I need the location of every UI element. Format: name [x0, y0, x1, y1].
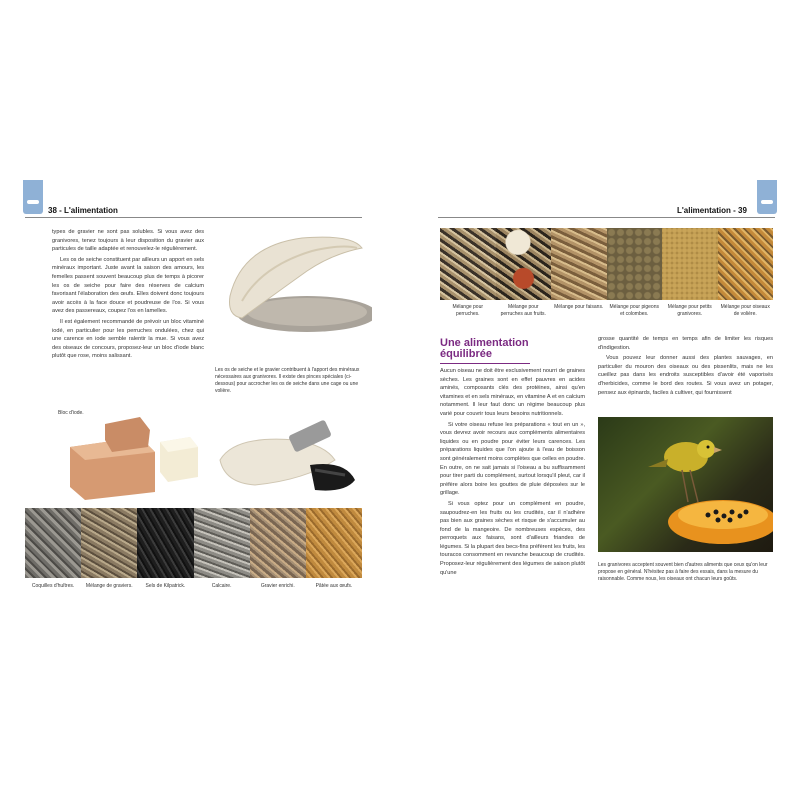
- cuttlebone-caption: Les os de seiche et le gravier contribuent à l'apport des minéraux nécessaires aux granivores. Il existe des pinces spéciales (ci-dessous) pour accrocher les os de seiche dans une cage ou une volière.: [215, 367, 360, 394]
- right-paragraph: grosse quantité de temps en temps afin de limiter les risques d'indigestion.: [598, 336, 773, 351]
- mineral-samples-row: [25, 508, 362, 578]
- bird-papaya-illustration: [598, 417, 773, 552]
- mineral-label: Coquilles d'huîtres.: [31, 583, 75, 589]
- pigeon-mix-sample: [607, 228, 663, 300]
- right-paragraph: Si vous optez pour un complément en poudre, saupoudrez-en les fruits ou les crudités, car il n'adhère pas bien aux graines sèches et risque de s'accumuler au fond de la mangeoire. De nombreuses espèces, des perroquets aux faisans, sont d'ailleurs friandes de légumes. Si la plupart des becs-fins préfèrent les fruits, les touracos consomment en revanche beaucoup de crudités. Proposez-leur régulièrement des légumes de saison plutôt qu'une: [440, 500, 585, 576]
- kilpatrick-salts-sample: [137, 508, 193, 578]
- left-paragraph: Il est également recommandé de prévoir un bloc vitaminé iodé, en particulier pour les perruches ondulées, chez qui une carence en iode semble ralentir la mue. Si vous avez des oiseaux de concours, proposez-leur un bloc d'iode blanc plutôt que rose, moins salissant.: [52, 318, 204, 360]
- aviary-mix-sample: [718, 228, 774, 300]
- seed-label: Mélange pour perruches aux fruits.: [500, 304, 546, 317]
- cuttlebone-clip-image: [215, 405, 365, 500]
- mineral-label: Calcaire.: [211, 583, 232, 589]
- iodine-block-caption: Bloc d'iode.: [58, 410, 84, 416]
- left-body-column: [52, 228, 204, 363]
- iodine-block-image: [60, 402, 205, 502]
- seed-label: Mélange pour petits granivores.: [667, 304, 712, 317]
- right-paragraph: Aucun oiseau ne doit être exclusivement nourri de graines sèches. Les graines sont en effet pauvres en acides aminés, composants clés des protéines, ainsi qu'en vitamines et en sels minéraux, en vitamine A et en calcium notamment. Il leur faut donc un régime beaucoup plus varié pour couvrir tous leurs besoins nutritionnels.: [440, 368, 585, 417]
- budgie-fruit-mix-sample: [496, 228, 552, 300]
- left-page-header: 38 - L'alimentation: [48, 206, 118, 215]
- seed-labels: [440, 304, 773, 318]
- section-title-rule: [440, 363, 530, 364]
- section-title: [440, 338, 529, 360]
- pheasant-mix-sample: [551, 228, 607, 300]
- gravel-mix-sample: [81, 508, 137, 578]
- seed-label: Mélange pour oiseaux de volière.: [720, 304, 770, 317]
- seed-label: Mélange pour pigeons et colombes.: [609, 304, 659, 317]
- page-tab-left: [23, 180, 43, 214]
- section-title-line: Une alimentation: [440, 337, 529, 349]
- right-body-column-1: [440, 367, 585, 579]
- left-paragraph: types de gravier ne sont pas solubles. Si vous avez des granivores, tenez toujours à leur disposition du gravier aux particules de taille adaptée et renouvelez-le régulièrement.: [52, 229, 204, 253]
- left-header-rule: [25, 217, 362, 218]
- right-paragraph: Si votre oiseau refuse les préparations « tout en un », vous devrez avoir recours aux compléments alimentaires liquides ou en poudre pour éviter leurs carences. Les préparations liquides que l'on ajoute à l'eau de boisson sont généralement moins complètes que celles en poudre. En outre, on ne sait jamais si l'oiseau a bu suffisamment pour tirer parti du complément, surtout lorsqu'il pleut, car il préfère alors boire les gouttes de pluie déposées sur le grillage.: [440, 421, 585, 497]
- limestone-sample: [194, 508, 250, 578]
- right-paragraph: Vous pouvez leur donner aussi des plantes sauvages, en particulier du mouron des oiseaux ou des pissenlits, mais ne les cueillez pas dans les endroits susceptibles d'avoir été vaporisés d'herbicides, comme le bord des routes. Si vous avez un potager, pensez aux épinards, faciles à cultiver, qui fournissent: [598, 355, 773, 396]
- bird-eating-papaya-photo: [598, 417, 773, 552]
- small-granivore-mix-sample: [662, 228, 718, 300]
- left-paragraph: Les os de seiche constituent par ailleurs un apport en sels minéraux important. Juste avant la saison des amours, les femelles passent souvent beaucoup plus de temps à picorer les os de seiche pour faire des réserves de calcium favorisant l'élaboration des œufs. Elles doivent donc toujours avoir accès à la face douce et poudreuse de l'os. Si vous avez des passereaux, coupez l'os en lamelles.: [52, 256, 204, 315]
- right-page-header: L'alimentation - 39: [677, 206, 747, 215]
- right-body-column-2: [598, 335, 773, 399]
- seed-label: Mélange pour faisans.: [554, 304, 604, 310]
- mineral-label: Pâtée aux œufs.: [315, 583, 353, 589]
- section-title-line: équilibrée: [440, 348, 492, 360]
- oyster-shells-sample: [25, 508, 81, 578]
- mineral-label: Gravier enrichi.: [260, 583, 295, 589]
- seed-label: Mélange pour perruches.: [452, 304, 484, 317]
- mineral-label: Sels de Kilpatrick.: [145, 583, 186, 589]
- right-header-rule: [438, 217, 775, 218]
- enriched-gravel-sample: [250, 508, 306, 578]
- bird-photo-caption: Les granivores acceptent souvent bien d'autres aliments que ceux qu'on leur propose en général. N'hésitez pas à faire des essais, dans la mesure du raisonnable. Comme nous, les oiseaux ont chacun leurs goûts.: [598, 562, 768, 582]
- budgie-mix-sample: [440, 228, 496, 300]
- egg-food-sample: [306, 508, 362, 578]
- mineral-labels: [25, 583, 362, 589]
- seed-mixes-row: [440, 228, 773, 300]
- page-tab-right: [757, 180, 777, 214]
- mineral-label: Mélange de graviers.: [85, 583, 133, 589]
- cuttlebone-gravel-image: [212, 226, 372, 336]
